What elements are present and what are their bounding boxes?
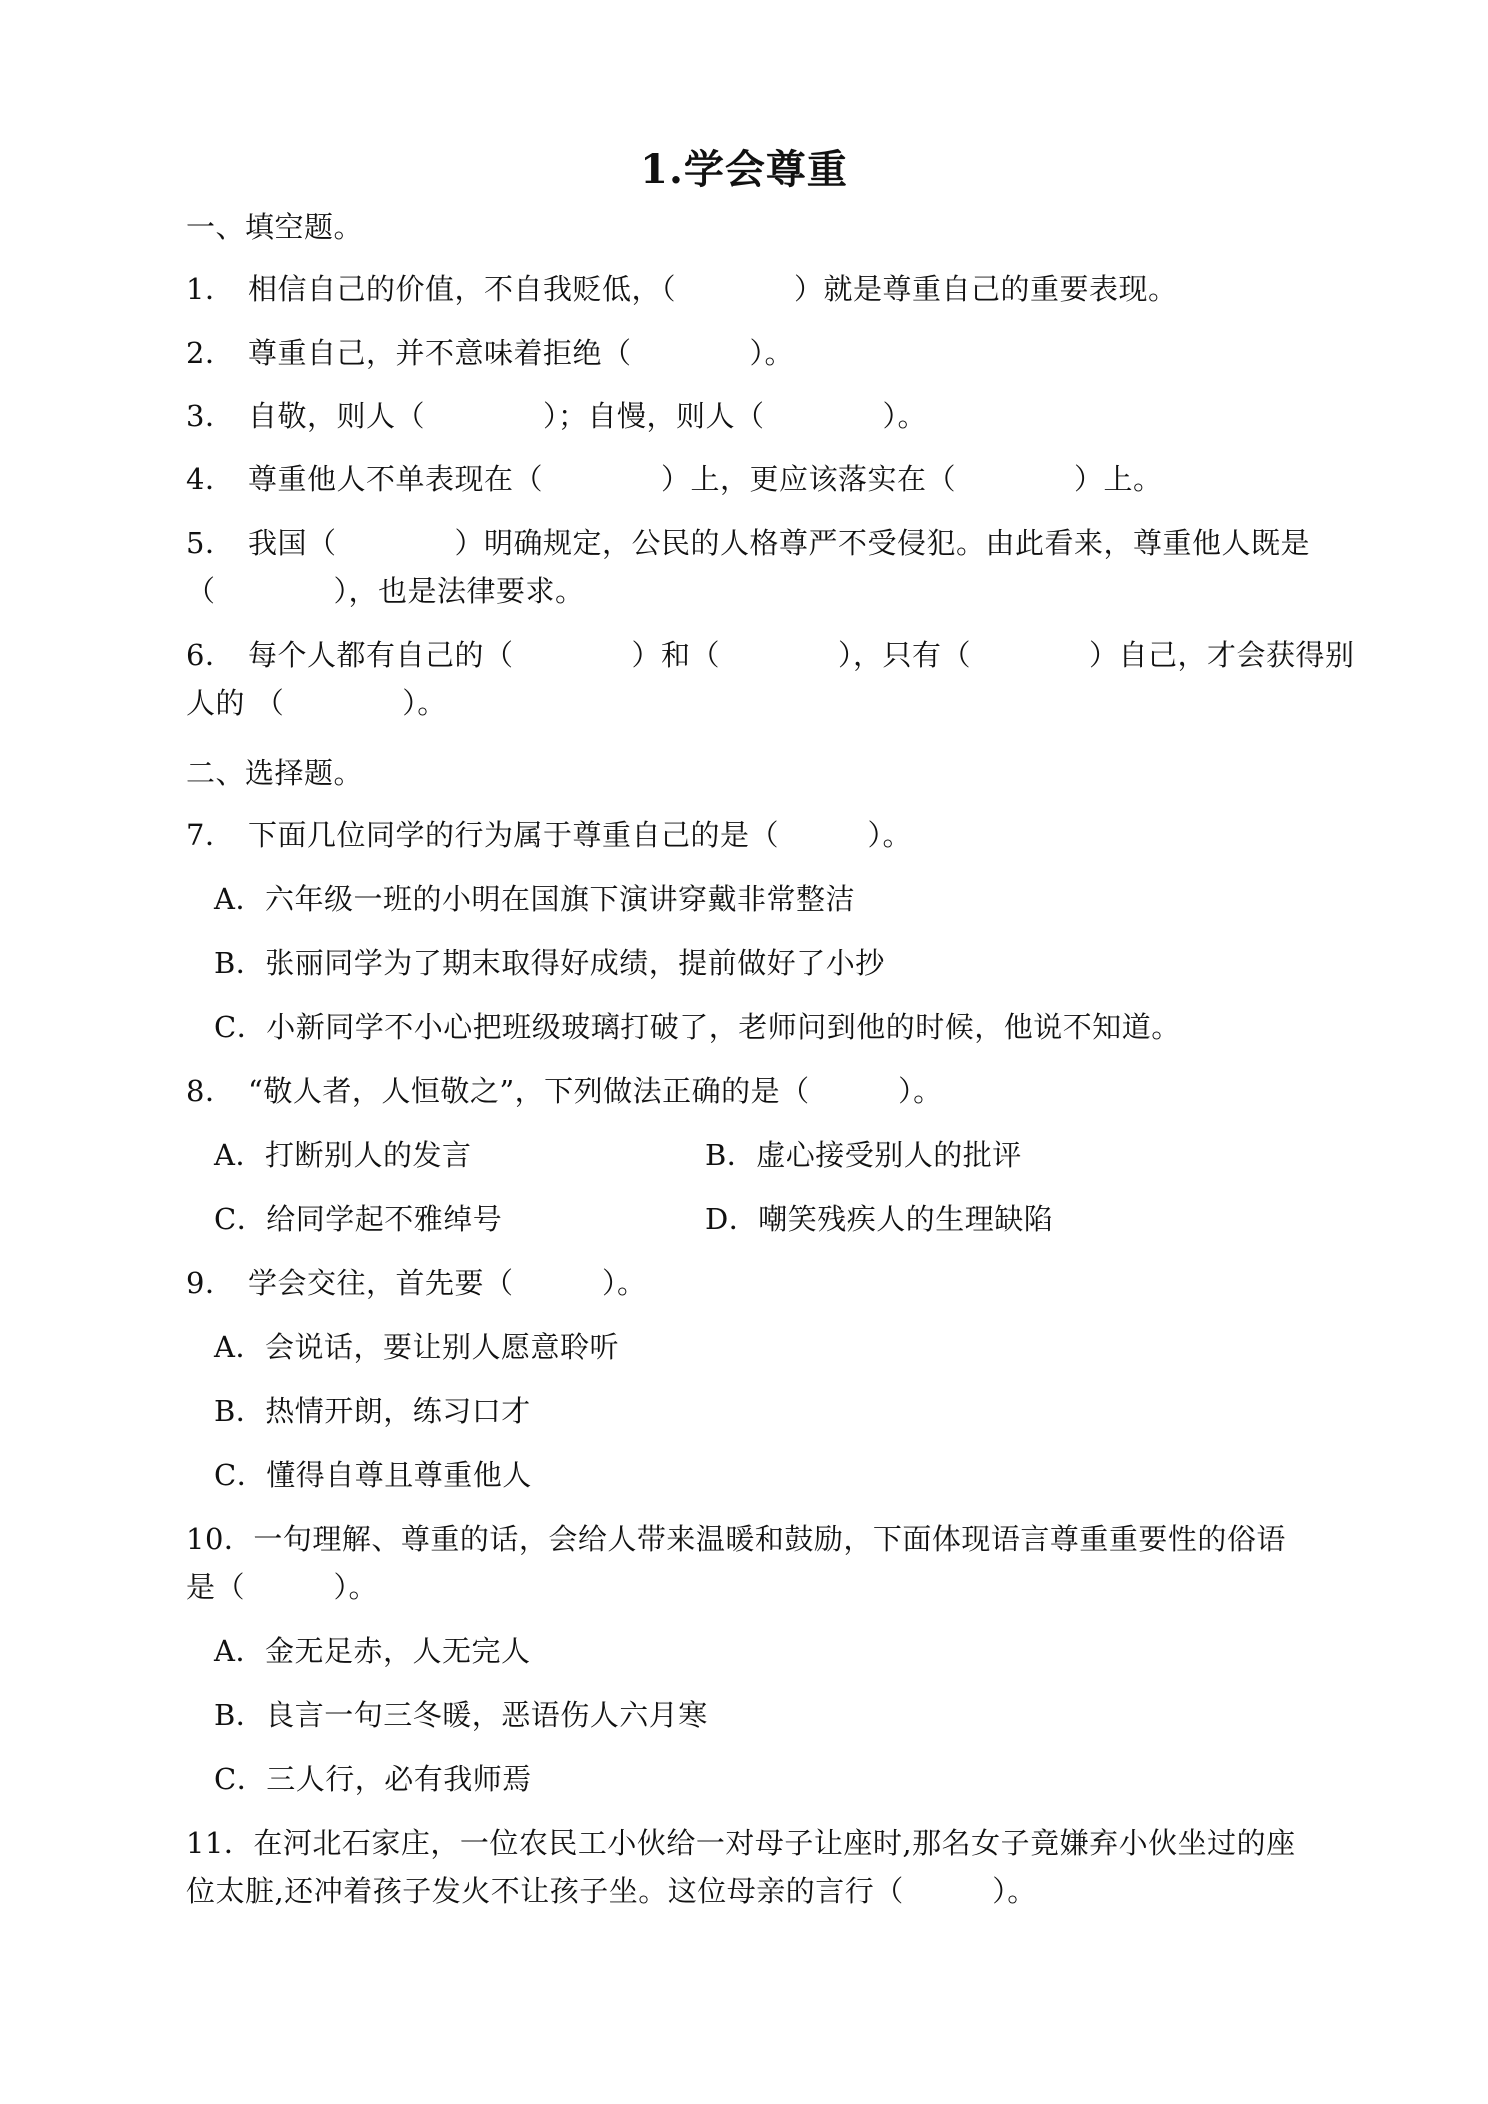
question-5 <box>186 520 1311 566</box>
page-title: 1.学会尊重 <box>640 146 848 193</box>
question-text: 自敬，则人（ ）；自慢，则人（ ）。 <box>248 399 928 433</box>
question-7 <box>186 812 1306 858</box>
option-c: C．懂得自尊且尊重他人 <box>214 1458 532 1492</box>
question-number: 5． <box>186 526 235 560</box>
question-text-line1: 我国（ ）明确规定，公民的人格尊严不受侵犯。由此看来，尊重他人既是 <box>248 526 1311 560</box>
option-b: B．虚心接受别人的批评 <box>705 1138 1022 1172</box>
section-heading-multiple-choice: 二、选择题。 <box>186 756 364 790</box>
question-text-line1: 在河北石家庄，一位农民工小伙给一对母子让座时,那名女子竟嫌弃小伙坐过的座 <box>253 1826 1296 1860</box>
question-9 <box>186 1260 1306 1306</box>
question-text-line2: 是（ ）。 <box>186 1570 379 1604</box>
question-number: 10． <box>186 1522 254 1556</box>
option-b: B．良言一句三冬暖，恶语伤人六月寒 <box>214 1698 708 1732</box>
question-number: 3． <box>186 399 235 433</box>
section-heading-fill-blank: 一、填空题。 <box>186 210 364 244</box>
question-11-continued <box>186 1868 1306 1914</box>
question-text-line2: 位太脏,还冲着孩子发火不让孩子坐。这位母亲的言行（ ）。 <box>186 1874 1037 1908</box>
question-10 <box>186 1516 1306 1562</box>
question-8 <box>186 1068 1306 1114</box>
question-5-continued <box>186 568 1306 614</box>
option-b: B．张丽同学为了期末取得好成绩，提前做好了小抄 <box>214 946 885 980</box>
question-2 <box>186 330 1306 376</box>
question-text: “敬人者，人恒敬之”，下列做法正确的是（ ）。 <box>248 1074 943 1108</box>
question-number: 1． <box>186 272 235 306</box>
question-1 <box>186 266 1306 312</box>
question-text: 相信自己的价值，不自我贬低，（ ）就是尊重自己的重要表现。 <box>248 272 1178 306</box>
option-c: C．三人行，必有我师焉 <box>214 1762 532 1796</box>
question-number: 8． <box>186 1074 235 1108</box>
question-number: 11． <box>186 1826 254 1860</box>
option-a: A．六年级一班的小明在国旗下演讲穿戴非常整洁 <box>214 882 855 916</box>
question-text-line2: 人的 （ ）。 <box>186 686 447 720</box>
question-11 <box>186 1820 1306 1866</box>
question-4 <box>186 456 1306 502</box>
question-number: 9． <box>186 1266 235 1300</box>
option-a: A．打断别人的发言 <box>214 1138 472 1172</box>
question-text: 学会交往，首先要（ ）。 <box>248 1266 647 1300</box>
question-3 <box>186 393 1306 439</box>
question-text: 尊重自己，并不意味着拒绝（ ）。 <box>248 336 795 370</box>
question-number: 6． <box>186 638 235 672</box>
option-b: B．热情开朗，练习口才 <box>214 1394 531 1428</box>
option-d: D．嘲笑残疾人的生理缺陷 <box>705 1202 1054 1236</box>
option-a: A．会说话，要让别人愿意聆听 <box>214 1330 619 1364</box>
option-a: A．金无足赤，人无完人 <box>214 1634 531 1668</box>
question-number: 7． <box>186 818 235 852</box>
question-text: 尊重他人不单表现在（ ）上，更应该落实在（ ）上。 <box>248 462 1163 496</box>
question-text: 下面几位同学的行为属于尊重自己的是（ ）。 <box>248 818 913 852</box>
question-text-line1: 每个人都有自己的（ ）和（ ），只有（ ）自己，才会获得别 <box>248 638 1355 672</box>
option-c: C．给同学起不雅绰号 <box>214 1202 503 1236</box>
question-6-continued <box>186 680 1306 726</box>
question-number: 2． <box>186 336 235 370</box>
question-number: 4． <box>186 462 235 496</box>
question-text-line1: 一句理解、尊重的话，会给人带来温暖和鼓励，下面体现语言尊重重要性的俗语 <box>253 1522 1286 1556</box>
question-6 <box>186 632 1355 678</box>
question-text-line2: （ ），也是法律要求。 <box>186 574 585 608</box>
option-c: C．小新同学不小心把班级玻璃打破了，老师问到他的时候，他说不知道。 <box>214 1010 1181 1044</box>
question-10-continued <box>186 1564 1306 1610</box>
